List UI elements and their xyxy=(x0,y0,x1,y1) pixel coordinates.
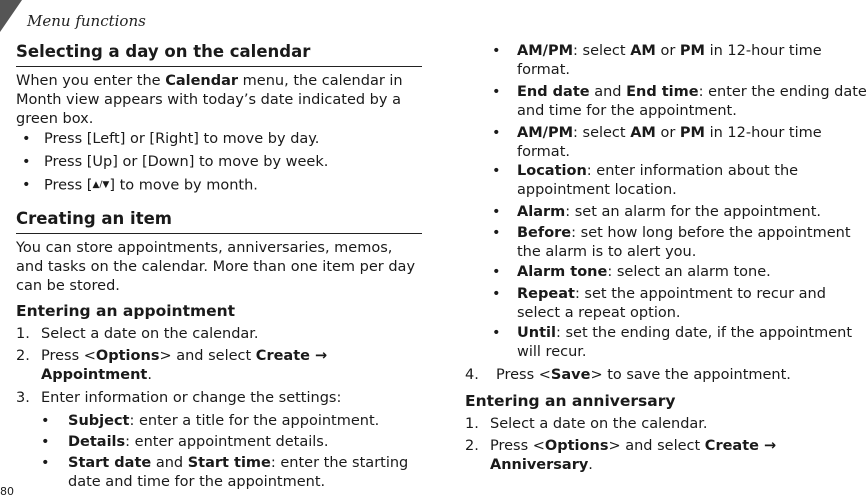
setting-end-cont: and time for the appointment. xyxy=(517,103,737,119)
header-title: Menu functions xyxy=(27,12,146,30)
bullet-text: Press [▲/▼] to move by month. xyxy=(44,177,258,194)
bullet-dot: • xyxy=(492,84,501,100)
bullet-dot: • xyxy=(492,225,501,241)
heading-rule xyxy=(16,66,422,67)
bullet-dot: • xyxy=(492,264,501,280)
bullet-dot: • xyxy=(492,204,501,220)
header-accent-bar xyxy=(0,0,22,32)
bullet-dot: • xyxy=(492,163,501,179)
setting-before-cont: the alarm is to alert you. xyxy=(517,244,697,260)
up-down-arrow-icon: ▲/▼ xyxy=(92,180,110,190)
subheading-entering-anniversary: Entering an anniversary xyxy=(465,392,676,410)
setting-ampm-cont: format. xyxy=(517,144,570,160)
setting-repeat-cont: select a repeat option. xyxy=(517,305,681,321)
bullet-dot: • xyxy=(41,434,50,450)
setting-until: Until: set the ending date, if the appointment xyxy=(517,325,853,341)
section-heading-creating-item: Creating an item xyxy=(16,209,172,228)
page-number: 80 xyxy=(0,485,14,498)
setting-start-cont: date and time for the appointment. xyxy=(68,474,326,490)
section-heading-selecting-day: Selecting a day on the calendar xyxy=(16,42,311,61)
setting-until-cont: will recur. xyxy=(517,344,587,360)
bullet-dot: • xyxy=(492,125,501,141)
bullet-text: Press [Left] or [Right] to move by day. xyxy=(44,131,320,147)
step-text: Appointment. xyxy=(41,367,152,383)
subheading-entering-appointment: Entering an appointment xyxy=(16,302,236,320)
setting-before: Before: set how long before the appointment xyxy=(517,225,851,241)
setting-ampm: AM/PM: select AM or PM in 12-hour time xyxy=(517,125,822,141)
paragraph-line: and tasks on the calendar. More than one item per day xyxy=(16,259,416,275)
step-text: Enter information or change the settings: xyxy=(41,390,342,406)
bullet-dot: • xyxy=(41,413,50,429)
step-number: 2. xyxy=(465,438,479,454)
bullet-dot: • xyxy=(492,325,501,341)
bullet-text: Press [Up] or [Down] to move by week. xyxy=(44,154,329,170)
paragraph-line: can be stored. xyxy=(16,278,120,294)
step-text: Anniversary. xyxy=(490,457,593,473)
step-text: Press <Options> and select Create → xyxy=(490,438,777,454)
paragraph-line: green box. xyxy=(16,111,94,127)
setting-ampm-cont: format. xyxy=(517,62,570,78)
step-number: 1. xyxy=(465,416,479,432)
bullet-dot: • xyxy=(492,43,501,59)
step-number: 3. xyxy=(16,390,30,406)
bullet-dot: • xyxy=(41,455,50,471)
setting-details: Details: enter appointment details. xyxy=(68,434,329,450)
paragraph-line: You can store appointments, anniversaries, memos, xyxy=(16,240,393,256)
step-number: 4. xyxy=(465,367,479,383)
bullet-dot: • xyxy=(22,131,31,147)
paragraph-line: When you enter the Calendar menu, the calendar in xyxy=(16,73,403,89)
setting-subject: Subject: enter a title for the appointment. xyxy=(68,413,380,429)
setting-end: End date and End time: enter the ending date xyxy=(517,84,867,100)
setting-repeat: Repeat: set the appointment to recur and xyxy=(517,286,826,302)
step-text: Press <Options> and select Create → xyxy=(41,348,328,364)
bullet-dot: • xyxy=(22,177,31,193)
step-text: Select a date on the calendar. xyxy=(490,416,708,432)
step-number: 1. xyxy=(16,326,30,342)
heading-rule xyxy=(16,233,422,234)
bullet-dot: • xyxy=(492,286,501,302)
setting-alarm-tone: Alarm tone: select an alarm tone. xyxy=(517,264,771,280)
setting-ampm: AM/PM: select AM or PM in 12-hour time xyxy=(517,43,822,59)
setting-alarm: Alarm: set an alarm for the appointment. xyxy=(517,204,821,220)
setting-location-cont: appointment location. xyxy=(517,182,677,198)
paragraph-line: Month view appears with today’s date indicated by a xyxy=(16,92,401,108)
step-number: 2. xyxy=(16,348,30,364)
bullet-dot: • xyxy=(22,154,31,170)
step-text: Press <Save> to save the appointment. xyxy=(496,367,791,383)
setting-start: Start date and Start time: enter the starting xyxy=(68,455,409,471)
setting-location: Location: enter information about the xyxy=(517,163,799,179)
step-text: Select a date on the calendar. xyxy=(41,326,259,342)
